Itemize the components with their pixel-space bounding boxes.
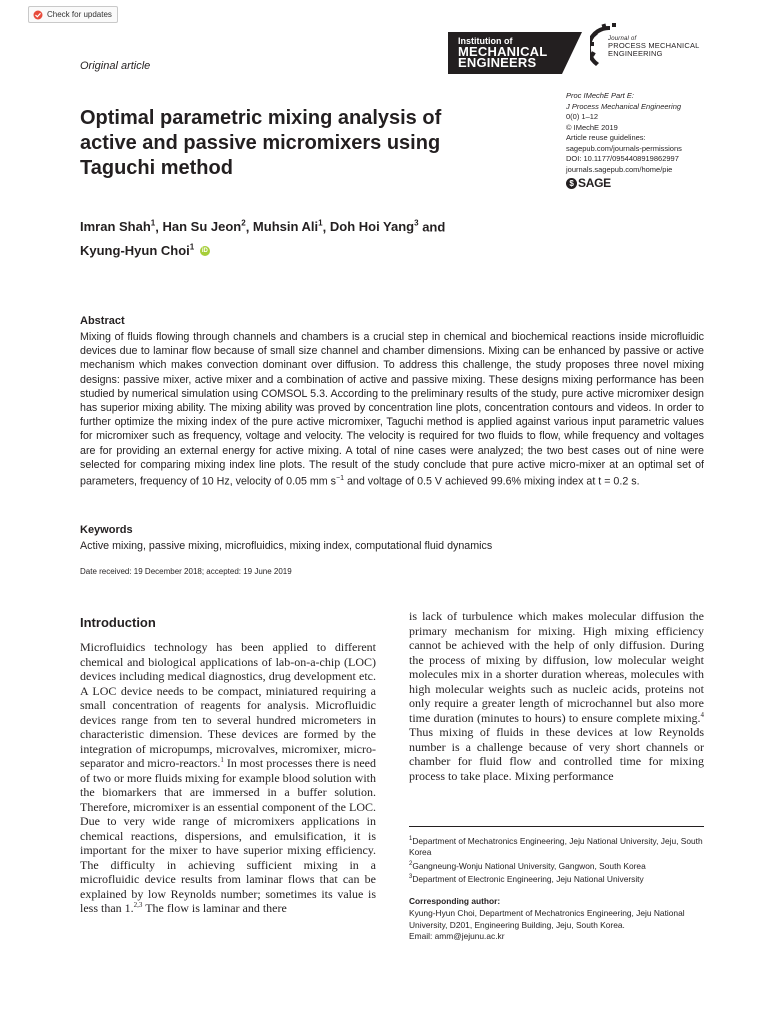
keywords-heading: Keywords <box>80 524 133 536</box>
reuse-link[interactable]: sagepub.com/journals-permissions <box>566 143 682 153</box>
author[interactable]: Doh Hoi Yang$^3$ <box>329 219 419 235</box>
author[interactable]: Han Su Jeon$^2$ <box>162 219 246 235</box>
email-link[interactable]: Email: amm@jejunu.ac.kr <box>409 931 505 941</box>
author[interactable]: Muhsin Ali$^1$ <box>252 219 323 235</box>
corresponding-author: Kyung-Hyun Choi, Department of Mechatronics Engineering, Jeju National University, D201, Engineering Building, Jeju, South Korea. Email: amm@jejunu.ac.kr <box>409 908 709 943</box>
volume: 0(0) 1–12 <box>566 112 599 121</box>
author-list: Imran Shah$^1$, Han Su Jeon$^2$, Muhsin Ali$^1$, Doh Hoi Yang$^3$ and Kyung-Hyun Choi$^1$ iD <box>80 219 446 258</box>
corresponding-heading: Corresponding author: <box>409 896 501 906</box>
check-updates-label: Check for updates <box>47 10 112 19</box>
affiliations <box>409 834 709 885</box>
imeche-logo-line1: Institution of <box>458 36 513 46</box>
journal-logo-line3: ENGINEERING <box>608 49 663 58</box>
journal-subname: J Process Mechanical Engineering <box>566 101 682 111</box>
affiliation-item: $^1$Department of Mechatronics Engineering, Jeju National University, Jeju, South Korea <box>409 835 703 858</box>
journal-logo-line1: Journal of <box>608 36 637 42</box>
journal-name: Proc IMechE Part E: <box>566 91 634 100</box>
check-updates-icon <box>33 10 43 20</box>
citation-ref[interactable]: 2,3 <box>133 901 143 909</box>
doi-link[interactable]: DOI: 10.1177/0954408919862997 <box>566 154 679 163</box>
sage-icon: $ <box>566 178 577 189</box>
intro-left-column: Microfluidics technology has been applied to different chemical and biological applications of lab-on-a-chip (LOC) devices including medical diagnostics, drug development etc. A LOC device needs to be compact, miniatured requiring a small concentration of reagents for analysis. Microfluidic devices range from ten to several hundred micrometers in characteristic dimension. These devices are formed by the integration of micropumps, microvalves, micromixer, micro-separator and micro-reactors.$^1$ In most processes there is need of two or more fluids mixing for example blood solution with the biomarkers that are immersed in a buffer solution. Therefore, micromixer is an essential component of the LOC. Due to very wide range of micromixers applications in chemical reactions, dispersions, and emulsification, it is important for the mixer to have superior mixing efficiency. The difficulty in achieving sufficient mixing in a microfluidic device results from laminar flows that can be explained by low Reynolds number; sometimes its value is less than 1.$^{2,3}$ The flow is laminar and there <box>80 640 376 915</box>
journal-link[interactable]: journals.sagepub.com/home/pie <box>566 164 673 174</box>
author[interactable]: Kyung-Hyun Choi$^1$ <box>80 242 195 258</box>
journal-logo <box>590 22 720 74</box>
check-for-updates-button[interactable] <box>28 6 118 23</box>
article-meta <box>566 91 746 189</box>
reuse-label: Article reuse guidelines: <box>566 133 646 142</box>
affiliation-item: $^2$Gangneung-Wonju National University, Gangwon, South Korea <box>409 860 646 871</box>
dates: Date received: 19 December 2018; accepted: 19 June 2019 <box>80 567 292 576</box>
imeche-logo-line2: MECHANICAL <box>458 44 548 59</box>
citation-ref[interactable]: 4 <box>700 710 704 719</box>
citation-ref[interactable]: 1 <box>220 756 224 764</box>
keywords-text: Active mixing, passive mixing, microfluidics, mixing index, computational fluid dynamics <box>80 540 493 552</box>
copyright: © IMechE 2019 <box>566 122 618 132</box>
intro-heading: Introduction <box>80 615 156 630</box>
author[interactable]: Imran Shah$^1$ <box>80 219 156 235</box>
article-type: Original article <box>80 60 151 72</box>
abstract-heading: Abstract <box>80 315 125 327</box>
article-title: Optimal parametric mixing analysis of active and passive micromixers using Taguchi method <box>80 107 442 179</box>
abstract-text: Mixing of fluids flowing through channels and chambers is a crucial step in chemical and biochemical reactions inside microfluidic devices due to laminar flow because of small size channel and chamber dimensions. Mixing can be enhanced by passive or active mechanism which makes convection dominant over diffusion. To address this challenge, the study proposes three novel mixing designs: passive mixer, active mixer and a combination of active and passive mixing. These designs mixing performance has been studied by numerical simulation using COMSOL 5.3. According to the preliminary results of the study, pure active micromixer design has superior mixing ability. The mixing ability was proved by concentration line plots, concentration contours and videos. In order to further optimize the mixing index of the pure active micromixer, Taguchi method is applied against various input parametric values for micromixer such as frequency, voltage and velocity. The velocity is required for two fluids to flow, while frequency and voltages are for providing an external energy for active mixing. A total of nine cases were analyzed; the two best cases out of nine were selected for comparing mixing index line plots. The result of the study conclude that pure active micro-mixer at an optimal set of parameters, frequency of 10 Hz, velocity of 0.05 mm $s^{-1}$ and voltage of 0.5 V achieved 99.6% mixing index at t = 0.2 s. <box>80 331 704 488</box>
sage-logo <box>566 178 746 189</box>
journal-logo-line2: PROCESS MECHANICAL <box>608 41 700 50</box>
footnote-divider <box>409 826 704 827</box>
imeche-logo <box>448 32 582 74</box>
publisher-name: SAGE <box>578 176 611 191</box>
affiliation-item: $^3$Department of Electronic Engineering, Jeju National University <box>409 873 644 884</box>
imeche-logo-line3: ENGINEERS <box>458 55 537 70</box>
intro-right-column: is lack of turbulence which makes molecular diffusion the primary mechanism for mixing. High mixing efficiency cannot be achieved with the help of only diffusion. During the process of mixing by diffusion, low molecular weight molecules mix in a shorter duration whereas, molecules with high molecular weights such as nucleic acids, proteins not only require a greater length of microchannel but also more time duration (minutes to hours) to ensure complete mixing.$^4$ Thus mixing of fluids in these devices at low Reynolds number is a challenge because of very short channels or chamber for fluid flow and controlled time for mixing process to take place. Mixing performance <box>409 609 704 783</box>
orcid-icon[interactable]: iD <box>201 248 208 255</box>
